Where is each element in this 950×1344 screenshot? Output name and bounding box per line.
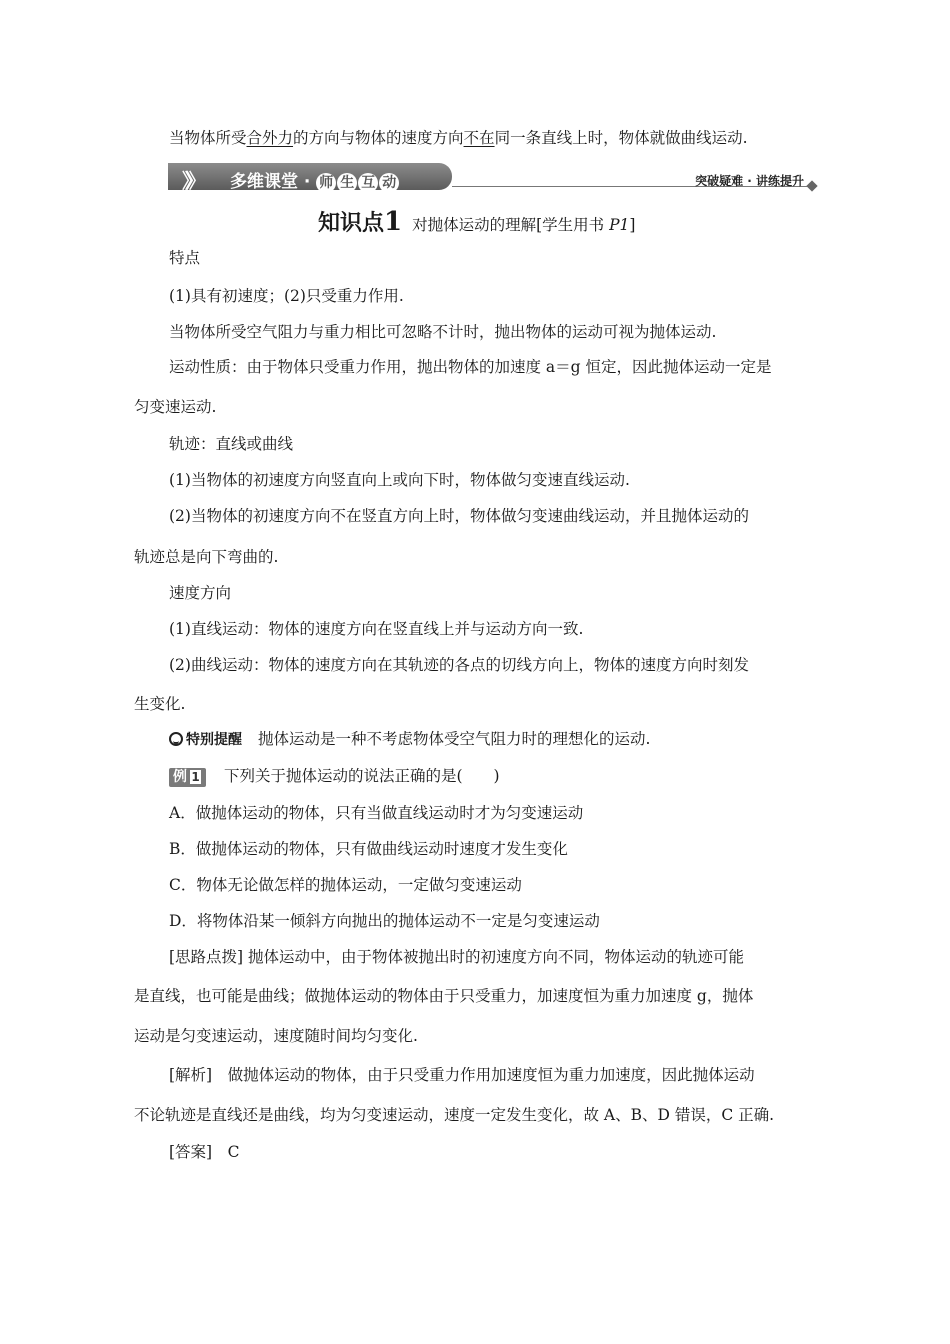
banner-title-char: 师 [316, 173, 336, 193]
paragraph-line: 特点 [169, 249, 201, 267]
underlined-term-not-on: 不在 [463, 129, 495, 147]
option-c: C．物体无论做怎样的抛体运动，一定做匀变速运动 [169, 876, 522, 894]
section-banner [168, 163, 816, 193]
knowledge-point-number: 1 [384, 207, 403, 237]
banner-title-prefix: 多维课堂 · [230, 172, 317, 192]
knowledge-point-title-text: 对抛体运动的理解[学生用书 [412, 216, 610, 234]
option-d: D．将物体沿某一倾斜方向抛出的抛体运动不一定是匀变速运动 [169, 912, 600, 930]
banner-title-char: 生 [337, 173, 357, 193]
banner-subtitle: 突破疑难 · 讲练提升 [695, 174, 804, 188]
double-chevron-icon: 》》 [182, 169, 200, 193]
note-label: 特别提醒 [186, 732, 242, 748]
paragraph-line: (1)当物体的初速度方向竖直向上或向下时，物体做匀变速直线运动. [169, 471, 630, 489]
underlined-term-net-force: 合外力 [246, 129, 294, 147]
hint-line: 是直线，也可能是曲线；做抛体运动的物体由于只受重力，加速度恒为重力加速度 g，抛体 [134, 987, 754, 1005]
paragraph-line: 轨迹总是向下弯曲的. [134, 548, 279, 566]
paragraph-line: (1)直线运动：物体的速度方向在竖直线上并与运动方向一致. [169, 620, 584, 638]
paragraph-line: 生变化. [134, 695, 186, 713]
note-text: 抛体运动是一种不考虑物体受空气阻力时的理想化的运动. [258, 730, 651, 748]
paragraph-line: 匀变速运动. [134, 398, 217, 416]
example-badge-label: 例 [173, 769, 187, 785]
intro-text: 同一条直线上时，物体就做曲线运动. [494, 129, 748, 147]
banner-title [230, 167, 400, 193]
banner-title-char: 互 [358, 173, 378, 193]
intro-line [169, 128, 748, 148]
analysis-line: [解析] 做抛体运动的物体，由于只受重力作用加速度恒为重力加速度，因此抛体运动 [169, 1066, 755, 1084]
example-question [169, 766, 500, 787]
knowledge-point-title-end: ] [629, 216, 636, 234]
analysis-line: 不论轨迹是直线还是曲线，均为匀变速运动，速度一定发生变化，故 A、B、D 错误，C 正确. [134, 1106, 775, 1124]
option-a: A．做抛体运动的物体，只有当做直线运动时才为匀变速运动 [169, 804, 584, 822]
banner-bar [168, 163, 452, 193]
paragraph-line: 运动性质：由于物体只受重力作用，抛出物体的加速度 a＝g 恒定，因此抛体运动一定是 [169, 358, 772, 376]
intro-text: 的方向与物体的速度方向 [293, 129, 464, 147]
knowledge-point-heading [318, 206, 635, 237]
example-badge [169, 768, 206, 787]
page-reference: P1 [609, 216, 630, 234]
smiley-icon [169, 732, 183, 746]
paragraph-line: 速度方向 [169, 584, 232, 602]
knowledge-point-title [412, 216, 635, 234]
paragraph-line: 轨迹：直线或曲线 [169, 435, 294, 453]
banner-title-char: 动 [379, 173, 399, 193]
answer-line: [答案] C [169, 1143, 240, 1161]
paragraph-line: (2)曲线运动：物体的速度方向在其轨迹的各点的切线方向上，物体的速度方向时刻发 [169, 656, 749, 674]
hint-line: [思路点拨] 抛体运动中，由于物体被抛出时的初速度方向不同，物体运动的轨迹可能 [169, 948, 745, 966]
special-note [169, 729, 650, 750]
paragraph-line: (1)具有初速度；(2)只受重力作用. [169, 287, 404, 305]
example-badge-number: 1 [191, 770, 200, 784]
intro-text: 当物体所受 [169, 129, 247, 147]
paragraph-line: (2)当物体的初速度方向不在竖直方向上时，物体做匀变速曲线运动，并且抛体运动的 [169, 507, 749, 525]
diamond-icon [806, 180, 817, 191]
question-text: 下列关于抛体运动的说法正确的是( ) [224, 767, 500, 785]
hint-line: 运动是匀变速运动，速度随时间均匀变化. [134, 1027, 418, 1045]
paragraph-line: 当物体所受空气阻力与重力相比可忽略不计时，抛出物体的运动可视为抛体运动. [169, 323, 717, 341]
knowledge-point-label: 知识点 [318, 211, 385, 236]
option-b: B．做抛体运动的物体，只有做曲线运动时速度才发生变化 [169, 840, 568, 858]
